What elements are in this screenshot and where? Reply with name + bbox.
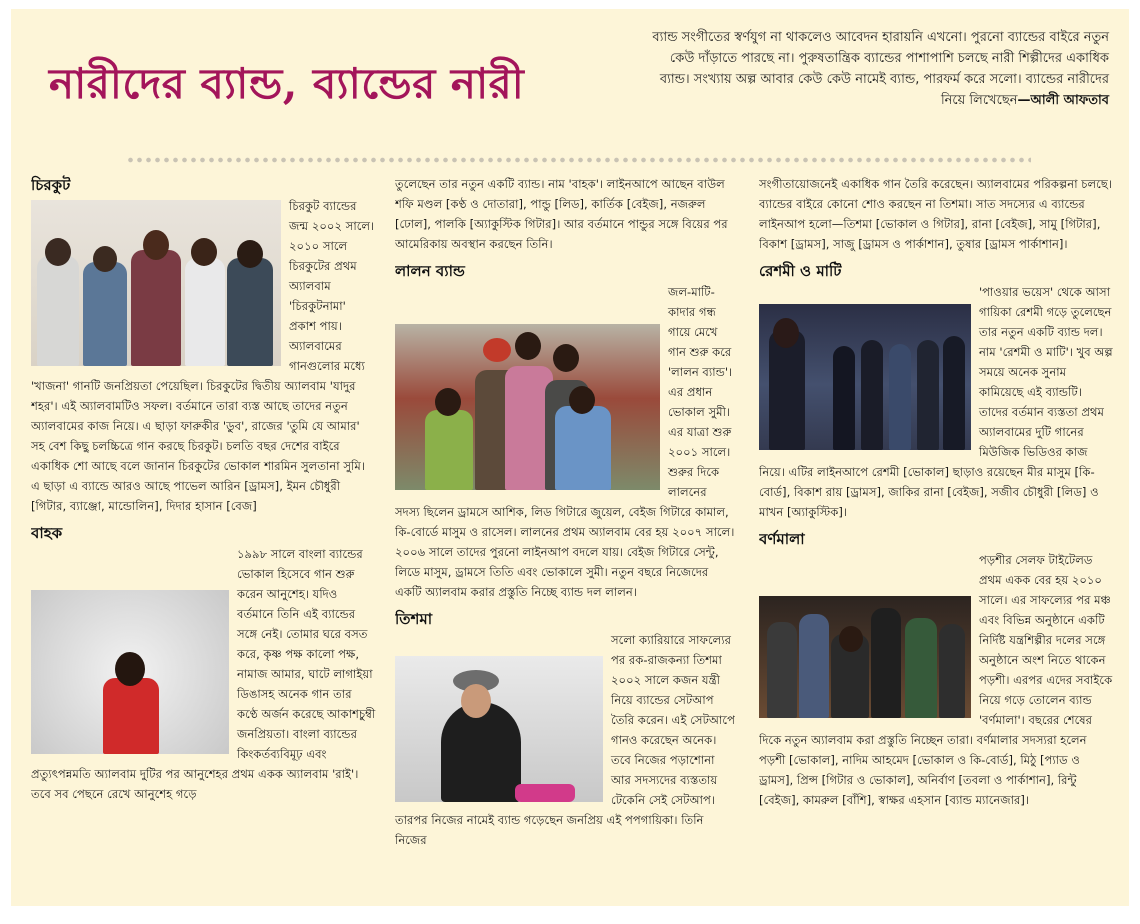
column-1 <box>31 174 376 899</box>
reshmi-band-photo <box>759 304 971 450</box>
bornomala-band-photo <box>759 596 971 718</box>
tishma-photo <box>395 656 603 802</box>
paragraph-bornomala: পড়শীর সেলফ টাইটেলড প্রথম একক বের হয় ২০১০ সালে। এর সাফল্যের পর মঞ্চ এবং বিভিন্ন অনুষ্ঠানে একটি নির্দিষ্ট যন্ত্রশিল্পীর দলের সঙ্গে অনুষ্ঠানে অংশ নিতে থাকেন পড়শী। এরপর এদের সবাইকে নিয়ে গড়ে তোলেন ব্যান্ড 'বর্ণমালা'। বছরের শেষের দিকে নতুন অ্যালবাম করা প্রস্তুতি নিচ্ছেন তারা। বর্ণমালার সদস্যরা হলেন পড়শী [ভোকাল], নাদিম আহমেদ [ভোকাল ও কি-বোর্ড], মিঠু [প্যাড ও ড্রামস], প্রিন্স [গিটার ও ভোকাল], অনির্বাণ [তবলা ও পার্কাশান], রিন্টু [বেইজ], কামরুল [বাঁশি], স্বাক্ষর এহসান [ব্যান্ড ম্যানেজার]। <box>759 553 1113 807</box>
column-3 <box>759 174 1114 899</box>
lalon-band-photo <box>395 324 660 490</box>
paragraph-bahok: ১৯৯৮ সালে বাংলা ব্যান্ডের ভোকাল হিসেবে গান শুরু করেন আনুশেহ। যদিও বর্তমানে তিনি এই ব্যান্ডের সঙ্গে নেই। তোমার ঘরে বসত করে, কৃষ্ণ পক্ষ কালো পক্ষ, নামাজ আমার, ঘাটে লাগাইয়া ডিঙাসহ অনেক গান তার কণ্ঠে অর্জন করেছে আকাশচুম্বী জনপ্রিয়তা। বাংলা ব্যান্ডের কিংকর্তব্যবিমূঢ় এবং প্রত্যুৎপন্নমতি অ্যালবাম দুটির পর আনুশেহর প্রথম একক অ্যালবাম 'রাই'। তবে সব পেছনে রেখে আনুশেহ গড়ে <box>31 547 376 801</box>
section-heading-chirkut: চিরকুট <box>31 176 71 194</box>
intro-paragraph <box>639 27 1109 111</box>
chirkut-band-photo <box>31 200 281 366</box>
paragraph-chirkut: চিরকুট ব্যান্ডের জন্ম ২০০২ সালে। ২০১০ সালে চিরকুটের প্রথম অ্যালবাম 'চিরকুটনামা' প্রকাশ পায়। অ্যালবামের গানগুলোর মধ্যে 'খাজনা' গানটি জনপ্রিয়তা পেয়েছিল। চিরকুটের দ্বিতীয় অ্যালবাম 'যাদুর শহর'। এই অ্যালবামটিও সফল। বর্তমানে তারা ব্যস্ত আছে তাদের নতুন অ্যালবামের কাজ নিয়ে। এ ছাড়া ফারুকীর 'ডুব', রাজের 'তুমি যে আমার' সহ বেশ কিছু চলচ্চিত্রে গান করছে চিরকুট। চলতি বছর দেশের বাইরে একাধিক শো আছে বলে জানান চিরকুটের ভোকাল শারমিন সুলতানা সুমি। এ ছাড়া এ ব্যান্ডে আরও আছে পাভেল আরিন [ড্রামস], ইমন চৌধুরী [গিটার, ব্যাঞ্জো, মান্ডোলিন], দিদার হাসান [বেজ] <box>31 199 375 513</box>
page-title: নারীদের ব্যান্ড, ব্যান্ডের নারী <box>49 59 525 108</box>
author-byline: —আলী আফতাব <box>1017 93 1109 108</box>
intro-text: ব্যান্ড সংগীতের স্বর্ণযুগ না থাকলেও আবেদন হারায়নি এখনো। পুরনো ব্যান্ডের বাইরে নতুন কেউ দাঁড়াতে পারছে না। পুরুষতান্ত্রিক ব্যান্ডের পাশাপাশি চলছে নারী শিল্পীদের একাধিক ব্যান্ড। সংখ্যায় অল্প আবার কেউ কেউ নামেই ব্যান্ড, পারফর্ম করে সলো। ব্যান্ডের নারীদের নিয়ে লিখেছেন <box>652 30 1109 108</box>
section-heading-bahok: বাহক <box>31 524 63 542</box>
paragraph-bahok-continued: তুলেছেন তার নতুন একটি ব্যান্ড। নাম 'বাহক'। লাইনআপে আছেন বাউল শফি মণ্ডল [কণ্ঠ ও দোতারা], পান্ডু [লিড], কার্তিক [বেইজ], নজরুল [ঢোল], পালকি [অ্যাকুস্টিক গিটার]। আর বর্তমানে পান্ডুর সঙ্গে বিয়ের পর আমেরিকায় অবস্থান করছেন তিনি। <box>395 177 728 251</box>
section-heading-reshmi: রেশমী ও মাটি <box>759 262 842 280</box>
paragraph-lalon: জল-মাটি-কাদার গন্ধ গায়ে মেখে গান শুরু করে 'লালন ব্যান্ড'। এর প্রধান ভোকাল সুমী। এর যাত্রা শুরু ২০০১ সালে। শুরুর দিকে লালনের সদস্য ছিলেন ড্রামসে আশিক, লিড গিটারে জুয়েল, বেইজ গিটারে কামাল, কি-বোর্ডে মাসুম ও রাসেল। লালনের প্রথম অ্যালবাম বের হয় ২০০৭ সালে। ২০০৬ সালে তাদের পুরনো লাইনআপ বদলে যায়। বেইজ গিটারে সেন্টু, লিডে মাসুম, ড্রামসে তিতি এবং ভোকালে সুমী। নতুন বছরে নিজেদের একটি অ্যালবাম করার প্রস্তুতি নিচ্ছে ব্যান্ড দল লালন। <box>395 285 735 599</box>
paragraph-tishma: সলো ক্যারিয়ারে সাফল্যের পর রক-রাজকন্যা তিশমা ২০০২ সালে কজন যন্ত্রী নিয়ে ব্যান্ডের সেটআপ তৈরি করেন। এই সেটআপে গানও করেছেন অনেক। তবে নিজের পড়াশোনা আর সদস্যদের ব্যস্ততায় টেকেনি সেই সেটআপ। তারপর নিজের নামেই ব্যান্ড গড়েছেন জনপ্রিয় এই পপগায়িকা। তিনি নিজের <box>395 633 735 847</box>
section-heading-lalon: লালন ব্যান্ড <box>395 262 465 280</box>
anusheh-photo <box>31 590 229 754</box>
paragraph-reshmi: 'পাওয়ার ভয়েস' থেকে আসা গায়িকা রেশমী গড়ে তুলেছেন তার নতুন একটি ব্যান্ড দল। নাম 'রেশমী ও মাটি'। খুব অল্প সময়ে অনেক সুনাম কামিয়েছে এই ব্যান্ডটি। তাদের বর্তমান ব্যস্ততা প্রথম অ্যালবামের দুটি গানের মিউজিক ভিডিওর কাজ নিয়ে। এটির লাইনআপে রেশমী [ভোকাল] ছাড়াও রয়েছেন মীর মাসুম [কি-বোর্ড], বিকাশ রায় [ড্রামস], জাকির রানা [বেইজ], সজীব চৌধুরী [লিড] ও মাখন [অ্যাকুস্টিক]। <box>759 285 1113 519</box>
section-heading-tishma: তিশমা <box>395 610 433 628</box>
dotted-divider <box>126 157 1031 163</box>
paragraph-tishma-continued: সংগীতায়োজনেই একাধিক গান তৈরি করেছেন। অ্যালবামের পরিকল্পনা চলছে। ব্যান্ডের বাইরে কোনো শোও করছেন না তিশমা। সাত সদস্যের এ ব্যান্ডের লাইনআপ হলো—তিশমা [ভোকাল ও গিটার], রানা [বেইজ], সামু [গিটার], বিকাশ [ড্রামস], সাজু [ড্রামস ও পার্কাশান], তুষার [ড্রামস পার্কাশান]। <box>759 177 1112 251</box>
column-2 <box>395 174 735 899</box>
section-heading-bornomala: বর্ণমালা <box>759 530 805 548</box>
newspaper-page <box>11 9 1129 906</box>
